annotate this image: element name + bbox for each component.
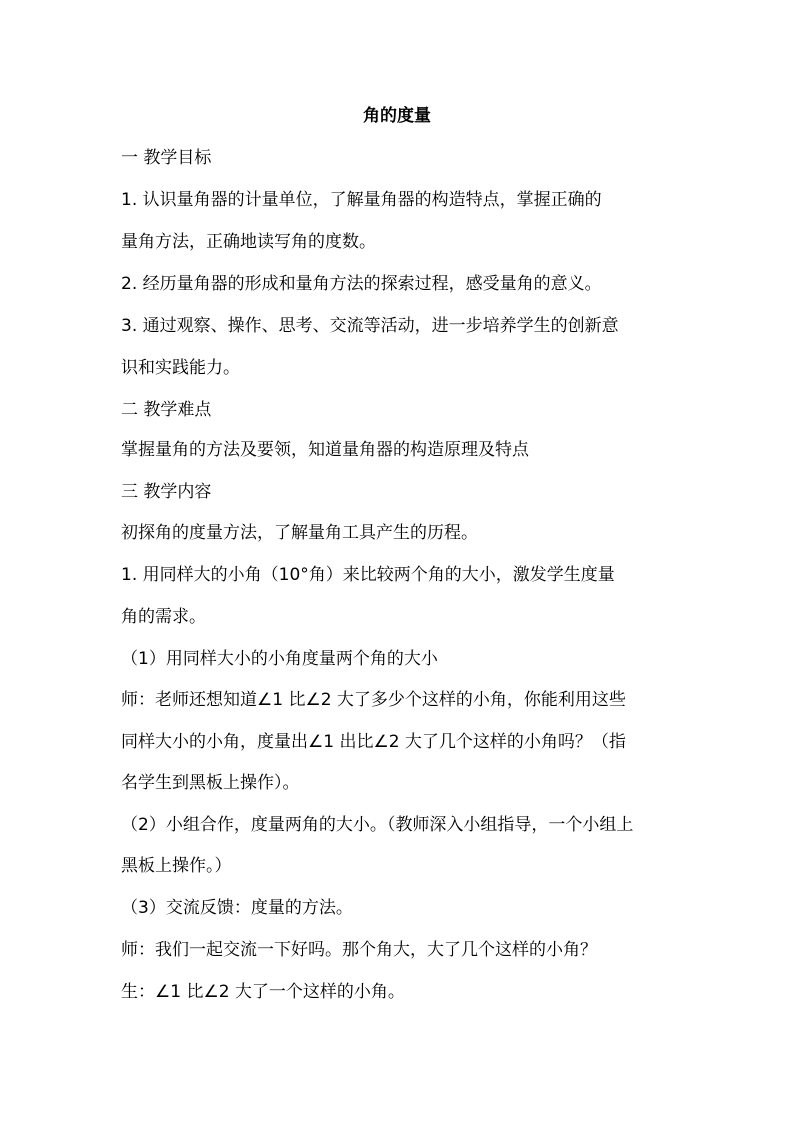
paragraph-line: 掌握量角的方法及要领，知道量角器的构造原理及特点: [121, 440, 529, 460]
paragraph-line: 生：∠1 比∠2 大了一个这样的小角。: [121, 982, 405, 1002]
paragraph-line: 识和实践能力。: [121, 358, 240, 378]
paragraph-line: 黑板上操作。）: [121, 856, 232, 876]
paragraph-line: 初探角的度量方法，了解量角工具产生的历程。: [121, 523, 478, 543]
paragraph-line: 1. 用同样大的小角（10°角）来比较两个角的大小，激发学生度量: [121, 565, 615, 585]
paragraph-line: 角的需求。: [121, 607, 206, 627]
paragraph-line: 名学生到黑板上操作）。: [121, 773, 300, 793]
document-title: 角的度量: [363, 106, 431, 126]
paragraph-line: （2）小组合作，度量两角的大小。（教师深入小组指导，一个小组上: [121, 815, 634, 835]
paragraph-line: 师：我们一起交流一下好吗。那个角大，大了几个这样的小角？: [121, 940, 597, 960]
heading-teaching-content: 三 教学内容: [121, 482, 212, 502]
heading-teaching-difficulties: 二 教学难点: [121, 400, 212, 420]
paragraph-line: 量角方法，正确地读写角的度数。: [121, 232, 376, 252]
paragraph-line: 2. 经历量角器的形成和量角方法的探索过程，感受量角的意义。: [121, 274, 602, 294]
paragraph-line: 师：老师还想知道∠1 比∠2 大了多少个这样的小角，你能利用这些: [121, 690, 626, 710]
heading-teaching-goals: 一 教学目标: [121, 148, 212, 168]
paragraph-line: 3. 通过观察、操作、思考、交流等活动，进一步培养学生的创新意: [121, 316, 619, 336]
paragraph-line: （3）交流反馈：度量的方法。: [121, 898, 353, 918]
paragraph-line: 1. 认识量角器的计量单位，了解量角器的构造特点，掌握正确的: [121, 190, 602, 210]
paragraph-line: （1）用同样大小的小角度量两个角的大小: [121, 649, 438, 669]
paragraph-line: 同样大小的小角，度量出∠1 出比∠2 大了几个这样的小角吗？（指: [121, 732, 626, 752]
